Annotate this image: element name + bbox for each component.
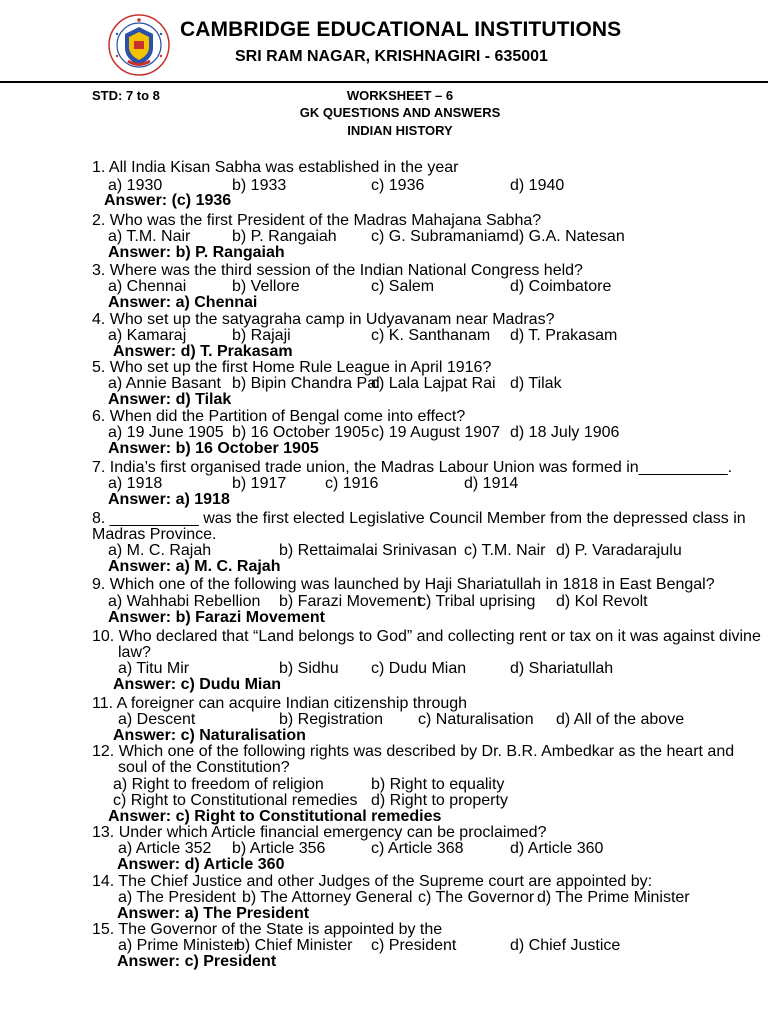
question-text: 7. India’s first organised trade union, the Madras Labour Union was formed in__________.	[92, 459, 733, 476]
question-text: 8. __________ was the first elected Legislative Council Member from the depressed class in	[92, 510, 746, 527]
answer-option: b) Bipin Chandra Pal	[232, 375, 380, 392]
answer-option: a) Titu Mir	[118, 660, 190, 677]
answer-option: d) 1940	[510, 177, 565, 194]
institution-title: CAMBRIDGE EDUCATIONAL INSTITUTIONS	[180, 18, 622, 41]
answer-option: c) Lala Lajpat Rai	[371, 375, 496, 392]
answer-option: d) Chief Justice	[510, 937, 621, 954]
answer-option: c) President	[371, 937, 457, 954]
answer-option: b) Right to equality	[371, 776, 505, 793]
answer-option: b) Sidhu	[279, 660, 339, 677]
answer-option: a) 19 June 1905	[108, 424, 224, 441]
answer-option: a) Descent	[118, 711, 196, 728]
answer-option: b) Article 356	[232, 840, 326, 857]
answer-option: d) Tilak	[510, 375, 562, 392]
question-text: 1. All India Kisan Sabha was established in the year	[92, 159, 459, 176]
question-text: 15. The Governor of the State is appointed by the	[92, 921, 443, 938]
answer-option: b) Rajaji	[232, 327, 291, 344]
answer-option: c) Tribal uprising	[418, 593, 536, 610]
institution-address: SRI RAM NAGAR, KRISHNAGIRI - 635001	[235, 48, 548, 65]
answer-key: Answer: d) Tilak	[108, 391, 232, 408]
answer-key: Answer: a) M. C. Rajah	[108, 558, 281, 575]
answer-key: Answer: c) Naturalisation	[113, 727, 306, 744]
answer-option: b) The Attorney General	[242, 889, 413, 906]
answer-option: a) Chennai	[108, 278, 187, 295]
answer-option: d) Kol Revolt	[556, 593, 648, 610]
answer-option: c) Naturalisation	[418, 711, 534, 728]
answer-option: a) 1918	[108, 475, 163, 492]
answer-option: a) Article 352	[118, 840, 212, 857]
question-text: 6. When did the Partition of Bengal come into effect?	[92, 408, 466, 425]
answer-option: d) T. Prakasam	[510, 327, 618, 344]
question-text: 13. Under which Article financial emergency can be proclaimed?	[92, 824, 547, 841]
answer-option: d) Coimbatore	[510, 278, 612, 295]
answer-option: a) Annie Basant	[108, 375, 221, 392]
answer-option: a) 1930	[108, 177, 163, 194]
answer-option: c) Dudu Mian	[371, 660, 467, 677]
answer-key: Answer: d) Article 360	[117, 856, 285, 873]
answer-option: b) Chief Minister	[236, 937, 353, 954]
answer-option: d) All of the above	[556, 711, 685, 728]
school-logo-icon	[108, 14, 170, 76]
answer-option: d) Shariatullah	[510, 660, 614, 677]
answer-option: a) The President	[118, 889, 236, 906]
page-header	[0, 0, 768, 82]
question-text-continued: law?	[118, 644, 151, 661]
answer-key: Answer: a) 1918	[108, 491, 230, 508]
header-divider	[0, 81, 768, 83]
answer-key: Answer: b) Farazi Movement	[108, 609, 325, 626]
answer-key: Answer: d) T. Prakasam	[113, 343, 293, 360]
answer-key: Answer: a) The President	[117, 905, 310, 922]
answer-option: b) 16 October 1905	[232, 424, 370, 441]
answer-option: b) P. Rangaiah	[232, 228, 337, 245]
answer-option: a) Wahhabi Rebellion	[108, 593, 261, 610]
answer-option: d) G.A. Natesan	[510, 228, 625, 245]
question-text: 12. Which one of the following rights was described by Dr. B.R. Ambedkar as the heart and	[92, 743, 735, 760]
question-text: 4. Who set up the satyagraha camp in Udyavanam near Madras?	[92, 311, 555, 328]
question-text: 14. The Chief Justice and other Judges of the Supreme court are appointed by:	[92, 873, 653, 890]
question-text: 10. Who declared that “Land belongs to God” and collecting rent or tax on it was against divine	[92, 628, 761, 645]
question-text: 3. Where was the third session of the Indian National Congress held?	[92, 262, 583, 279]
answer-option: c) 1916	[325, 475, 379, 492]
answer-option: c) Article 368	[371, 840, 464, 857]
answer-option: c) T.M. Nair	[464, 542, 546, 559]
answer-key: Answer: b) 16 October 1905	[108, 440, 319, 457]
answer-option: a) M. C. Rajah	[108, 542, 212, 559]
answer-key: Answer: a) Chennai	[108, 294, 258, 311]
worksheet-title: WORKSHEET – 6	[346, 88, 454, 103]
answer-option: c) G. Subramaniam	[371, 228, 510, 245]
answer-option: c) K. Santhanam	[371, 327, 491, 344]
answer-option: b) 1933	[232, 177, 287, 194]
std-label: STD: 7 to 8	[92, 88, 160, 103]
answer-option: c) The Governor	[418, 889, 535, 906]
answer-option: b) Farazi Movement	[279, 593, 422, 610]
answer-key: Answer: c) President	[117, 953, 277, 970]
answer-key: Answer: b) P. Rangaiah	[108, 244, 285, 261]
question-text: 11. A foreigner can acquire Indian citizenship through	[92, 695, 468, 712]
question-text: 5. Who set up the first Home Rule League in April 1916?	[92, 359, 492, 376]
answer-option: c) Right to Constitutional remedies	[113, 792, 358, 809]
answer-option: d) P. Varadarajulu	[556, 542, 682, 559]
answer-option: b) 1917	[232, 475, 287, 492]
answer-option: c) 1936	[371, 177, 425, 194]
answer-option: c) Salem	[371, 278, 435, 295]
answer-option: d) Article 360	[510, 840, 604, 857]
answer-option: d) 18 July 1906	[510, 424, 620, 441]
answer-key: Answer: c) Right to Constitutional remedies	[108, 808, 442, 825]
answer-key: Answer: c) Dudu Mian	[113, 676, 282, 693]
answer-option: d) Right to property	[371, 792, 508, 809]
answer-option: d) The Prime Minister	[537, 889, 690, 906]
answer-option: b) Rettaimalai Srinivasan	[279, 542, 457, 559]
answer-option: a) Kamaraj	[108, 327, 187, 344]
answer-option: a) T.M. Nair	[108, 228, 191, 245]
answer-option: a) Prime Minister	[118, 937, 239, 954]
answer-option: d) 1914	[464, 475, 519, 492]
worksheet-subtitle: GK QUESTIONS AND ANSWERS	[299, 105, 501, 120]
answer-option: c) 19 August 1907	[371, 424, 500, 441]
answer-option: b) Vellore	[232, 278, 300, 295]
question-text-continued: soul of the Constitution?	[118, 759, 290, 776]
question-text: 9. Which one of the following was launched by Haji Shariatullah in 1818 in East Bengal?	[92, 576, 715, 593]
worksheet-topic: INDIAN HISTORY	[347, 123, 453, 138]
question-text-continued: Madras Province.	[92, 526, 217, 543]
question-text: 2. Who was the first President of the Madras Mahajana Sabha?	[92, 212, 542, 229]
answer-key: Answer: (c) 1936	[104, 192, 232, 209]
answer-option: a) Right to freedom of religion	[113, 776, 324, 793]
answer-option: b) Registration	[279, 711, 384, 728]
